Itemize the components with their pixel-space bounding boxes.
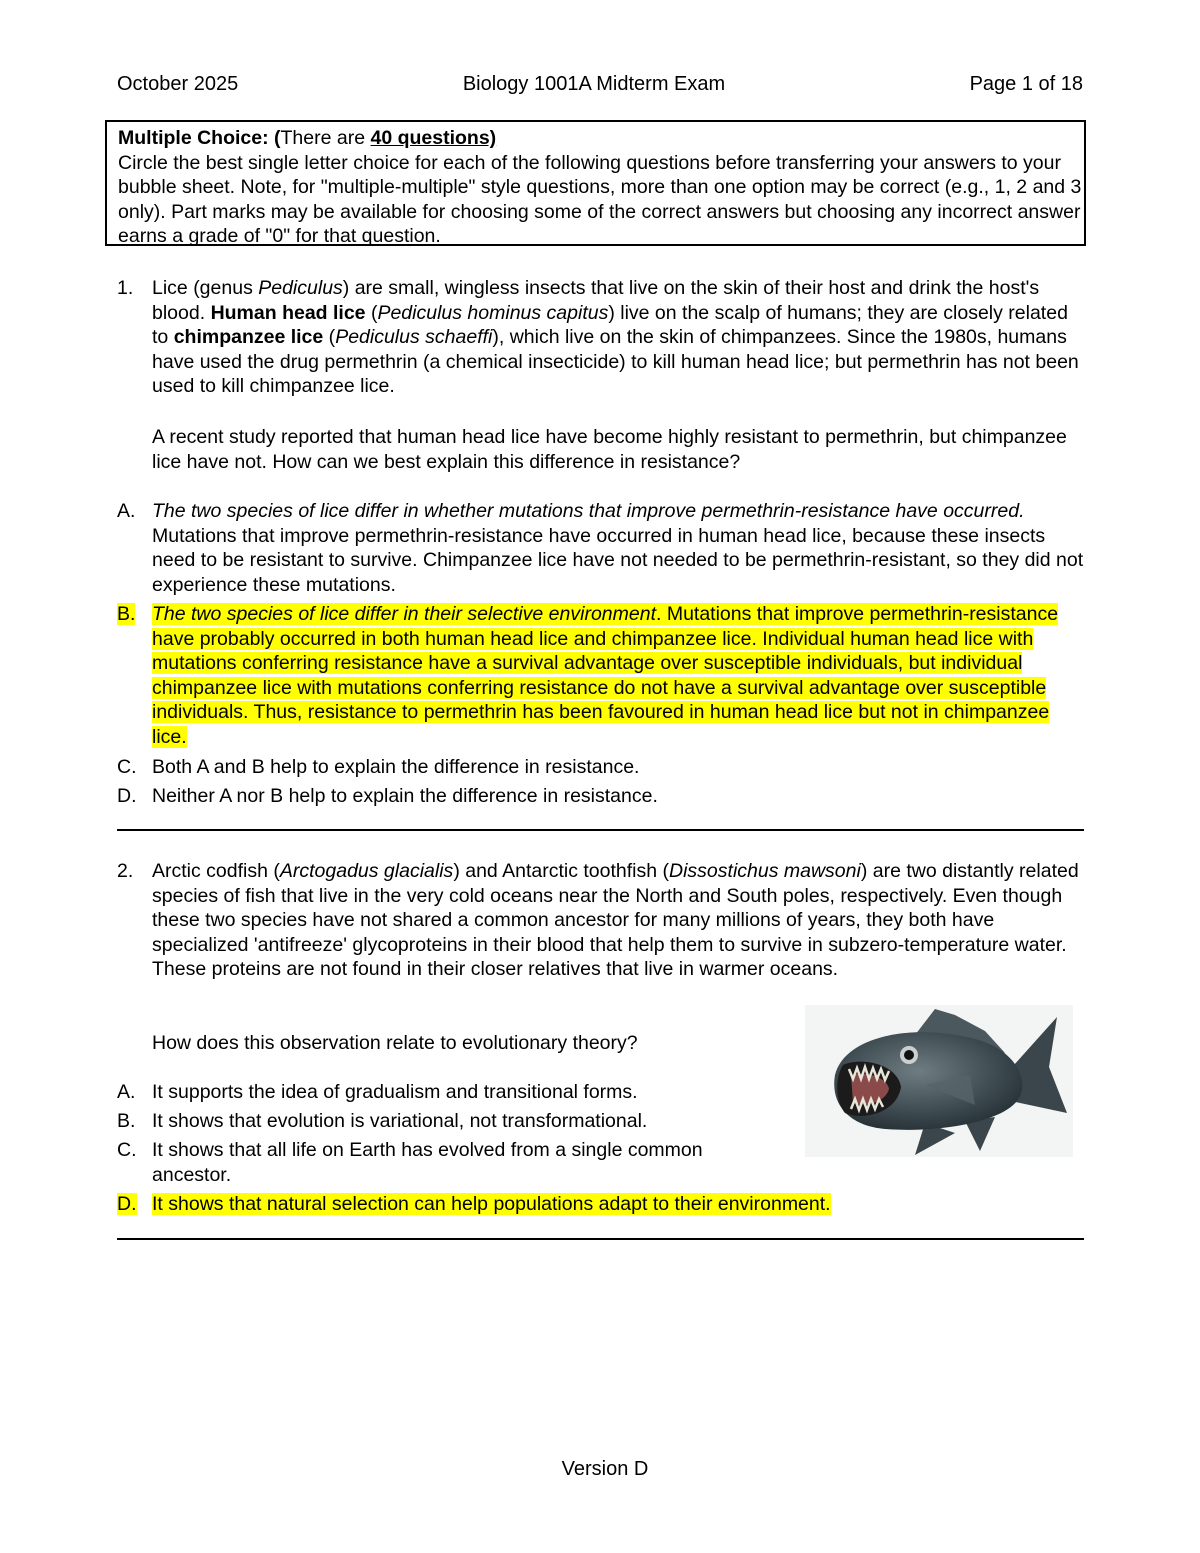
question-2-prompt: How does this observation relate to evolutionary theory? xyxy=(152,1032,638,1054)
section-divider xyxy=(117,829,1084,831)
question-1-prompt: A recent study reported that human head lice have become highly resistant to permethrin, but chimpanzee lice have not. How can we best explain this difference in resistance? xyxy=(152,426,1067,473)
question-2-option-c[interactable]: C. It shows that all life on Earth has evolved from a single common ancestor. xyxy=(117,1139,703,1186)
instructions-heading: Multiple Choice: ( xyxy=(118,127,281,149)
version-label: Version D xyxy=(561,1458,649,1480)
question-2-option-b[interactable]: B. It shows that evolution is variational, not transformational. xyxy=(117,1110,648,1132)
answer-highlight: D. xyxy=(117,1193,137,1215)
instructions-body: Circle the best single letter choice for each of the following questions before transferring your answers to your bubble sheet. Note, for "multiple-multiple" style questions, more than one option may be correct (e.g., 1, 2 and 3 only). Part marks may be available for choosing some of the correct answers but choosing any incorrect answer earns a grade of "0" for that question. xyxy=(118,151,1082,248)
instructions-box xyxy=(105,120,1086,246)
question-2-number: 2. xyxy=(117,860,134,882)
exam-date: October 2025 xyxy=(117,73,239,95)
question-1-number: 1. xyxy=(117,277,134,299)
toothfish-image xyxy=(805,1005,1073,1157)
question-1-option-a[interactable]: A. The two species of lice differ in whether mutations that improve permethrin-resistance have occurred. Mutations that improve permethrin-resistance have occurred in human head lice, because these insects need to be resistant to survive. Chimpanzee lice have not needed to be permethrin-resistant, so they did not experience these mutations. xyxy=(117,500,1084,596)
question-1 xyxy=(117,276,1085,399)
fish-illustration xyxy=(805,1005,1073,1157)
question-1-option-d[interactable]: D. Neither A nor B help to explain the difference in resistance. xyxy=(117,785,658,807)
question-1-option-c[interactable]: C. Both A and B help to explain the difference in resistance. xyxy=(117,756,640,778)
instructions-question-count: 40 questions) xyxy=(370,127,497,149)
page-number: Page 1 of 18 xyxy=(969,73,1083,95)
question-2-option-a[interactable]: A. It supports the idea of gradualism and transitional forms. xyxy=(117,1081,638,1103)
section-divider xyxy=(117,1238,1084,1240)
question-2 xyxy=(117,859,1085,982)
answer-highlight: B. xyxy=(117,603,136,625)
instructions-there-are: There are xyxy=(280,127,371,149)
question-2-stem: Arctic codfish (Arctogadus glacialis) and Antarctic toothfish (Dissostichus mawsoni) are two distantly related species of fish that live in the very cold oceans near the North and South poles, respectively. Even though these two species have not shared a common ancestor for many millions of years, they both have specialized 'antifreeze' glycoproteins in their blood that help them to survive in subzero-temperature water. These proteins are not found in their closer relatives that live in warmer oceans. xyxy=(152,860,1079,981)
question-2-option-d[interactable]: D. It shows that natural selection can help populations adapt to their environment. xyxy=(117,1193,831,1215)
question-1-option-b[interactable]: B. The two species of lice differ in their selective environment. Mutations that improve permethrin-resistance have probably occurred in both human head lice and chimpanzee lice. Individual human head lice with mutations conferring resistance have a survival advantage over susceptible individuals, but individual chimpanzee lice with mutations conferring resistance do not have a survival advantage over susceptible individuals. Thus, resistance to permethrin has been favoured in human head lice but not in chimpanzee lice. xyxy=(117,603,1059,748)
question-1-stem: Lice (genus Pediculus) are small, wingless insects that live on the skin of their host and drink the host's blood. Human head lice (Pediculus hominus capitus) live on the scalp of humans; they are closely related to chimpanzee lice (Pediculus schaeffi), which live on the skin of chimpanzees. Since the 1980s, humans have used the drug permethrin (a chemical insecticide) to kill human head lice; but permethrin has not been used to kill chimpanzee lice. xyxy=(152,277,1079,398)
exam-title: Biology 1001A Midterm Exam xyxy=(462,73,726,95)
